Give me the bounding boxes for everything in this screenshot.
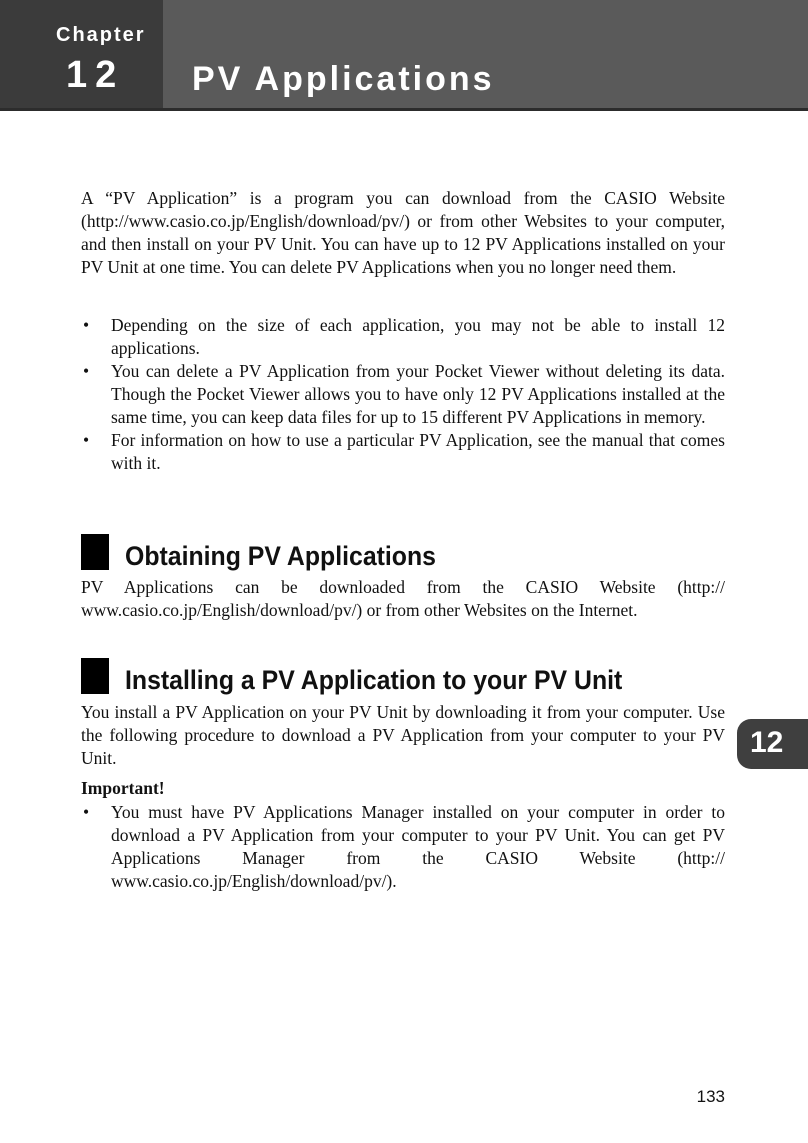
page-number: 133 — [696, 1087, 725, 1106]
chapter-side-tab-label: 12 — [750, 726, 784, 759]
list-item — [81, 360, 725, 429]
section-marker-icon — [81, 658, 109, 694]
header-rule — [0, 108, 808, 111]
obtaining-paragraph: PV Applications can be downloaded from the CASIO Website (http:// www.casio.co.jp/English/download/pv/) or from other Websites on the Internet. — [81, 577, 725, 620]
page-title: PV Applications — [192, 60, 495, 98]
section-title: Installing a PV Application to your PV Unit — [125, 665, 623, 695]
list-item-text: Depending on the size of each application, you may not be able to install 12 applications. — [111, 315, 725, 358]
section-marker-icon — [81, 534, 109, 570]
bullet-icon: • — [83, 361, 90, 381]
list-item-text: For information on how to use a particular PV Application, see the manual that comes with it. — [111, 430, 725, 473]
installing-bullet-list — [81, 801, 725, 893]
intro-bullet-list — [81, 314, 725, 475]
intro-paragraph: A “PV Application” is a program you can download from the CASIO Website (http://www.casio.co.jp/English/download/pv/) or from other Websites to your computer, and then install on your PV Unit. You can have up to 12 PV Applications installed on your PV Unit at one time. You can delete PV Applications when you no longer need them. — [81, 188, 725, 277]
list-item — [81, 314, 725, 360]
list-item-text: You can delete a PV Application from your Pocket Viewer without deleting its data. Though the Pocket Viewer allows you to have only 12 PV Applications installed at the same time, you can keep data files for up to 15 different PV Applications in memory. — [111, 361, 725, 427]
bullet-icon: • — [83, 315, 90, 335]
list-item — [81, 429, 725, 475]
chapter-number: 12 — [66, 54, 125, 96]
bullet-icon: • — [83, 430, 90, 450]
list-item-text: You must have PV Applications Manager installed on your computer in order to download a PV Application from your computer to your PV Unit. You can get PV Applications Manager from the CASIO Website (http:// www.casio.co.jp/English/download/pv/). — [111, 802, 725, 891]
section-title: Obtaining PV Applications — [125, 541, 436, 571]
installing-paragraph: You install a PV Application on your PV Unit by downloading it from your computer. Use the following procedure to download a PV Application from your computer to your PV Unit. — [81, 702, 725, 768]
list-item — [81, 801, 725, 893]
bullet-icon: • — [83, 802, 90, 822]
chapter-label: Chapter — [56, 24, 146, 46]
important-label: Important! — [81, 778, 165, 798]
section-heading-installing — [81, 654, 666, 694]
section-heading-obtaining — [81, 530, 463, 570]
